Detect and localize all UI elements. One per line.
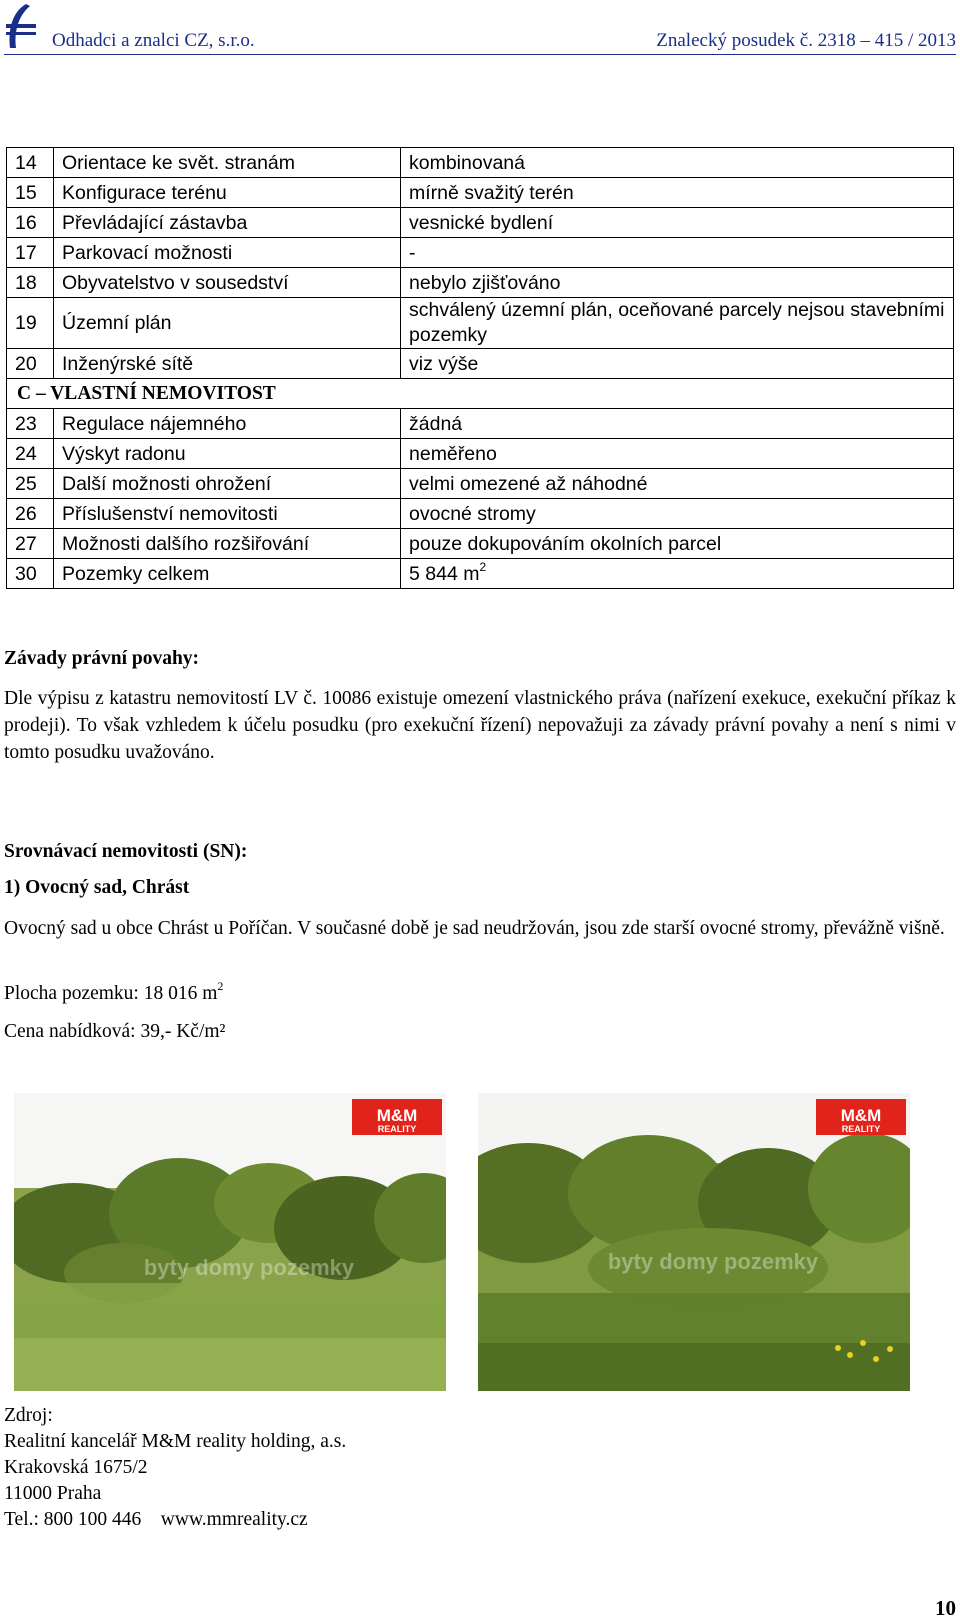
legal-heading: Závady právní povahy: (4, 648, 200, 669)
row-value: pouze dokupováním okolních parcel (401, 529, 954, 559)
table-row (7, 298, 954, 349)
row-label: Výskyt radonu (54, 439, 401, 469)
page-header (0, 0, 960, 58)
row-label: Regulace nájemného (54, 409, 401, 439)
row-label: Obyvatelstvo v sousedství (54, 268, 401, 298)
row-number: 14 (7, 148, 54, 178)
row-value: vesnické bydlení (401, 208, 954, 238)
property-table (6, 147, 954, 589)
orchard-photo-2 (478, 1093, 910, 1391)
section-title: C – VLASTNÍ NEMOVITOST (7, 379, 954, 409)
row-number: 15 (7, 178, 54, 208)
photo-logo: M&M (376, 1106, 418, 1125)
table-row (7, 238, 954, 268)
table-row (7, 178, 954, 208)
row-value: 5 844 $m^2$ (401, 559, 954, 589)
source-city: 11000 Praha (4, 1483, 102, 1504)
row-value: nebylo zjišťováno (401, 268, 954, 298)
row-number: 20 (7, 349, 54, 379)
row-value: kombinovaná (401, 148, 954, 178)
comparison-heading: Srovnávací nemovitosti (SN): (4, 841, 248, 862)
photo-watermark: byty domy pozemky (143, 1255, 355, 1280)
row-label: Převládající zástavba (54, 208, 401, 238)
table-row (7, 409, 954, 439)
row-number: 24 (7, 439, 54, 469)
table-row (7, 529, 954, 559)
row-number: 16 (7, 208, 54, 238)
comparison-item-title: 1) Ovocný sad, Chrást (4, 877, 190, 898)
table-row (7, 349, 954, 379)
row-number: 19 (7, 298, 54, 349)
row-number: 17 (7, 238, 54, 268)
table-row-total (7, 559, 954, 589)
photo-logo: M&M (840, 1106, 882, 1125)
row-number: 25 (7, 469, 54, 499)
row-number: 23 (7, 409, 54, 439)
table-row (7, 439, 954, 469)
source-contact: Tel.: 800 100 446 www.mmreality.cz (4, 1509, 308, 1530)
source-label: Zdroj: (4, 1405, 53, 1426)
report-number: Znalecký posudek č. 2318 – 415 / 2013 (656, 30, 956, 51)
table-row (7, 208, 954, 238)
table-row (7, 499, 954, 529)
row-label: Inženýrské sítě (54, 349, 401, 379)
source-street: Krakovská 1675/2 (4, 1457, 148, 1478)
offer-price: Cena nabídková: 39,- Kč/m² (4, 1021, 226, 1042)
row-number: 27 (7, 529, 54, 559)
row-value: - (401, 238, 954, 268)
header-divider (4, 54, 956, 55)
table-row (7, 469, 954, 499)
legal-text: Dle výpisu z katastru nemovitostí LV č. 10086 existuje omezení vlastnického práva (nařízení exekuce, exekuční příkaz k prodeji). To však vzhledem k účelu posudku (pro exekuční řízení) nepovažuji za závady právní povahy a není s nimi v tomto posudku uvažováno. (4, 688, 956, 763)
source-company: Realitní kancelář M&M reality holding, a.s. (4, 1431, 347, 1452)
orchard-photo-1 (14, 1093, 446, 1391)
plot-area: Plocha pozemku: 18 016 $m^2$ (4, 979, 224, 1004)
row-label: Další možnosti ohrožení (54, 469, 401, 499)
photo-logo-sub: REALITY (377, 1124, 417, 1134)
table-row (7, 268, 954, 298)
table-row (7, 148, 954, 178)
row-number: 18 (7, 268, 54, 298)
row-value: mírně svažitý terén (401, 178, 954, 208)
row-number: 26 (7, 499, 54, 529)
row-value: neměřeno (401, 439, 954, 469)
row-label: Parkovací možnosti (54, 238, 401, 268)
row-number: 30 (7, 559, 54, 589)
row-label: Pozemky celkem (54, 559, 401, 589)
section-row (7, 379, 954, 409)
company-logo-icon (4, 2, 38, 50)
row-label: Příslušenství nemovitosti (54, 499, 401, 529)
row-value: viz výše (401, 349, 954, 379)
company-name: Odhadci a znalci CZ, s.r.o. (52, 30, 255, 51)
row-label: Orientace ke svět. stranám (54, 148, 401, 178)
row-value: schválený územní plán, oceňované parcely nejsou stavebními pozemky (401, 298, 954, 349)
photo-watermark: byty domy pozemky (607, 1249, 819, 1274)
row-value: ovocné stromy (401, 499, 954, 529)
row-label: Územní plán (54, 298, 401, 349)
comparison-description: Ovocný sad u obce Chrást u Poříčan. V současné době je sad neudržován, jsou zde starší ovocné stromy, převážně višně. (4, 918, 945, 939)
row-label: Možnosti dalšího rozšiřování (54, 529, 401, 559)
row-label: Konfigurace terénu (54, 178, 401, 208)
photo-logo-sub: REALITY (841, 1124, 881, 1134)
page-number: 10 (935, 1596, 956, 1620)
row-value: velmi omezené až náhodné (401, 469, 954, 499)
row-value: žádná (401, 409, 954, 439)
